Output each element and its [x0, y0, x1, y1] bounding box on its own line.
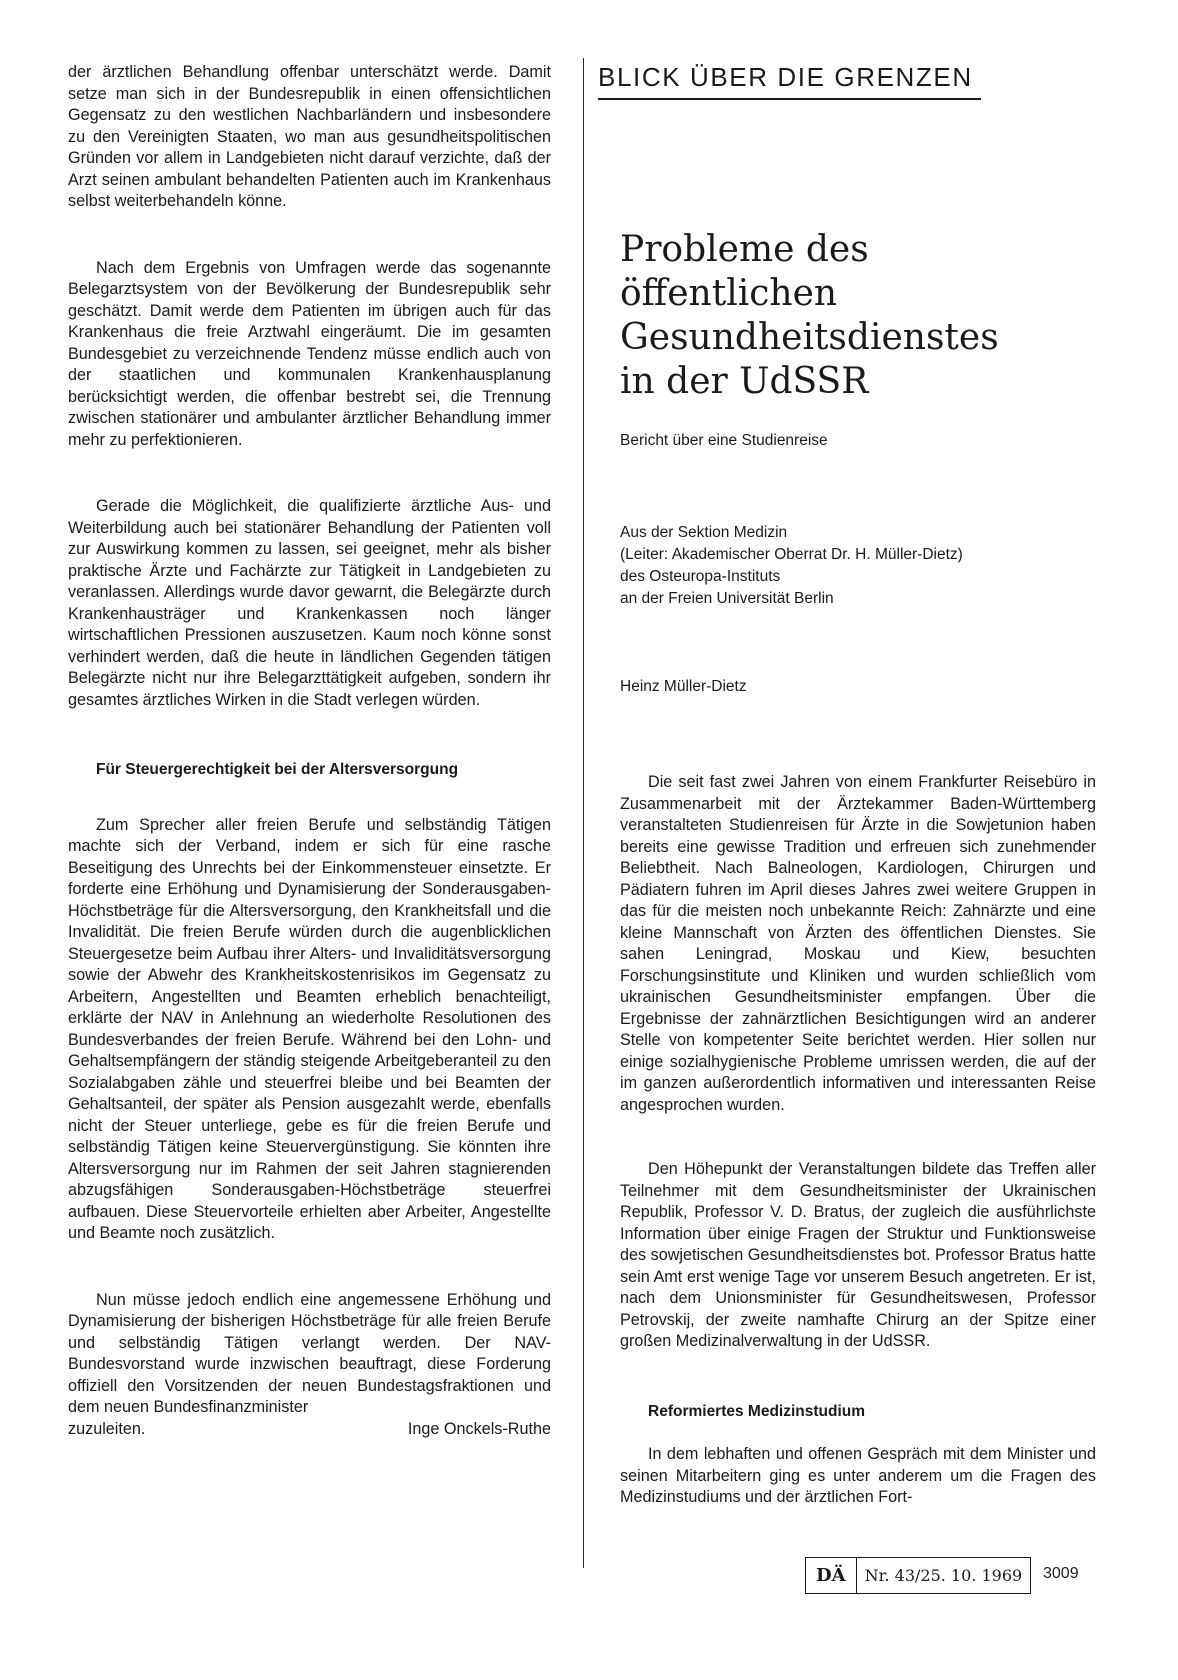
column-divider	[583, 58, 584, 1568]
article-author: Heinz Müller-Dietz	[620, 678, 747, 695]
article-subtitle: Bericht über eine Studienreise	[620, 432, 828, 449]
section-subheading: Für Steuergerechtigkeit bei der Altersversorgung	[96, 761, 459, 778]
affiliation-line: des Osteuropa-Instituts	[620, 568, 781, 585]
journal-footer	[805, 1557, 1031, 1594]
title-line: Probleme des	[620, 229, 869, 270]
affiliation	[620, 522, 963, 610]
article-title	[620, 228, 1040, 404]
paragraph: Die seit fast zwei Jahren von einem Frankfurter Reisebüro in Zusammenarbeit mit der Ärztekammer Baden-Württemberg veranstalteten Studienreisen für Ärzte in die Sowjetunion haben bereits eine gewisse Tradition und erfreuen sich zunehmender Beliebtheit. Nach Balneologen, Kardiologen, Chirurgen und Pädiatern fuhren im April dieses Jahres zwei weitere Gruppen in das für die meisten noch unbekannte Reich: Zahnärzte und eine kleine Mannschaft von Ärzten des öffentlichen Dienstes. Sie sahen Leningrad, Moskau und Kiew, besuchten Forschungsinstitute und Kliniken und wurden schließlich vom ukrainischen Gesundheitsminister empfangen. Über die Ergebnisse der zahnärztlichen Besichtigungen wird an anderer Stelle von kompetenter Seite berichtet werden. Hier sollen nur einige sozialhygienische Probleme umrissen werden, die auf der im ganzen außerordentlich informativen und interessanten Reise angesprochen wurden.	[620, 773, 1096, 1114]
left-column	[68, 62, 551, 1440]
right-column-body	[620, 772, 1096, 1509]
paragraph	[68, 1290, 551, 1419]
paragraph: der ärztlichen Behandlung offenbar unterschätzt werde. Damit setze man sich in der Bundesrepublik in einen offensichtlichen Gegensatz zu den westlichen Nachbarländern und insbesondere zu den Vereinigten Staaten, wo man aus gesundheitspolitischen Gründen vor allem in Landgebieten nicht darauf verzichte, daß der Arzt seinen ambulant behandelten Patienten auch im Krankenhaus selbst weiterbehandeln könne.	[68, 63, 551, 210]
section-subheading: Reformiertes Medizinstudium	[648, 1402, 866, 1420]
paragraph-last-line: zuzuleiten.	[68, 1419, 146, 1438]
section-header: BLICK ÜBER DIE GRENZEN	[598, 62, 981, 100]
title-line: öffentlichen	[620, 273, 838, 314]
paragraph: Gerade die Möglichkeit, die qualifizierte ärztliche Aus- und Weiterbildung auch bei stationärer Behandlung der Patienten voll zur Auswirkung kommen zu lassen, sei geeignet, mehr als bisher praktische Ärzte und Fachärzte zur Tätigkeit in Landgebieten zu veranlassen. Allerdings wurde davor gewarnt, die Belegärzte durch Krankenhausträger und Krankenkassen noch länger wirtschaftlichen Pressionen auszusetzen. Kaum noch könne sonst verhindert werden, daß die heute in ländlichen Gegenden tätigen Belegärzte nicht nur ihre Belegarzttätigkeit aufgeben, sondern ihr gesamtes ärztliches Wirken in die Stadt verlegen würden.	[68, 497, 551, 709]
title-line: Gesundheitsdienstes	[620, 317, 999, 358]
affiliation-line: an der Freien Universität Berlin	[620, 590, 834, 607]
closing-line	[68, 1419, 551, 1441]
paragraph: Den Höhepunkt der Veranstaltungen bildete das Treffen aller Teilnehmer mit dem Gesundheitsminister der Ukrainischen Republik, Professor V. D. Bratus, der zugleich die ausführlichste Information über einige Fragen der Struktur und Funktionsweise des sowjetischen Gesundheitsdienstes bot. Professor Bratus hatte sein Amt erst wenige Tage vor unserem Besuch angetreten. Er ist, nach dem Unionsminister für Gesundheitswesen, Professor Petrovskij, der zweite namhafte Chirurg an der Spitze einer großen Medizinalverwaltung in der UdSSR.	[620, 1160, 1096, 1350]
paragraph: Nach dem Ergebnis von Umfragen werde das sogenannte Belegarztsystem von der Bevölkerung der Bundesrepublik sehr geschätzt. Damit werde dem Patienten im übrigen auch für das Krankenhaus die freie Arztwahl eingeräumt. Die im gesamten Bundesgebiet zu verzeichnende Tendenz müsse endlich auch von der staatlichen und kommunalen Krankenhausplanung berücksichtigt werden, die offenbar bestrebt sei, die Trennung zwischen stationärer und ambulanter ärztlicher Behandlung immer mehr zu perfektionieren.	[68, 258, 551, 449]
affiliation-line: (Leiter: Akademischer Oberrat Dr. H. Müller-Dietz)	[620, 546, 963, 563]
issue-info: Nr. 43/25. 10. 1969	[864, 1566, 1023, 1585]
journal-logo: DÄ	[806, 1558, 857, 1593]
paragraph-text: Nun müsse jedoch endlich eine angemessene Erhöhung und Dynamisierung der bisherigen Höchstbeträge für alle freien Berufe und selbständig Tätigen verlangt werden. Der NAV-Bundesvorstand wurde inzwischen beauftragt, diese Forderung offiziell den Vorsitzenden der neuen Bundestagsfraktionen und dem neuen Bundesfinanzminister	[68, 1290, 551, 1416]
title-line: in der UdSSR	[620, 361, 869, 402]
affiliation-line: Aus der Sektion Medizin	[620, 524, 788, 541]
paragraph: Zum Sprecher aller freien Berufe und selbständig Tätigen machte sich der Verband, indem er sich für eine rasche Beseitigung des Unrechts bei der Einkommensteuer einsetzte. Er forderte eine Erhöhung und Dynamisierung der Sonderausgaben-Höchstbeträge für die Altersversorgung, den Krankheitsfall und die Invalidität. Die freien Berufe würden durch die augenblicklichen Steuergesetze beim Aufbau ihrer Alters- und Invaliditätsversorgung sowie der Abwehr des Krankheitskostenrisikos im Gegensatz zu Arbeitern, Angestellten und Beamten erheblich benachteiligt, erklärte der NAV in Anlehnung an wiederholte Resolutionen des Bundesverbandes der freien Berufe. Während bei den Lohn- und Gehaltsempfängern der ständig steigende Arbeitgeberanteil zu den Sozialabgaben zähle und steuerfrei bleibe und bei Beamten der Gehaltsanteil, der später als Pension ausgezahlt werde, ebenfalls nicht der Steuer unterliege, gebe es für die freien Berufe und selbständig Tätigen keine Steuervergünstigung. Sie könnten ihre Altersversorgung nur im Rahmen der seit Jahren stagnierenden abzugsfähigen Sonderausgaben-Höchstbeträge steuerfrei aufbauen. Diese Steuervorteile erhielten aber Arbeiter, Angestellte und Beamte noch zusätzlich.	[68, 815, 551, 1242]
page-number: 3009	[1043, 1565, 1079, 1582]
author-signoff: Inge Onckels-Ruthe	[407, 1419, 551, 1438]
paragraph: In dem lebhaften und offenen Gespräch mit dem Minister und seinen Mitarbeitern ging es unter anderem um die Fragen des Medizinstudiums und der ärztlichen Fort-	[620, 1445, 1096, 1506]
